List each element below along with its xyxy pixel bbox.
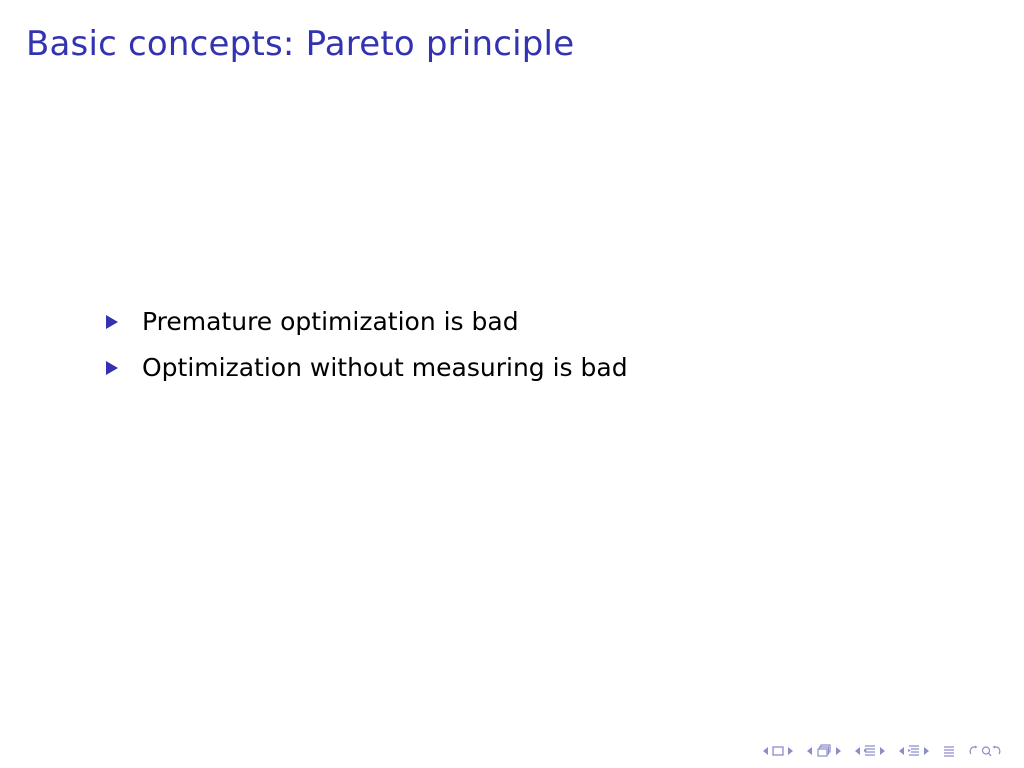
- arrow-right-icon[interactable]: [879, 746, 886, 756]
- triangle-bullet-icon: [106, 361, 118, 375]
- frame-title: Basic concepts: Pareto principle: [26, 24, 575, 64]
- arrow-left-icon[interactable]: [806, 746, 813, 756]
- subsection-list-navigation: [898, 744, 930, 758]
- subsection-navigation: [806, 744, 842, 758]
- frame-icon[interactable]: [771, 745, 785, 757]
- triangle-bullet-icon: [106, 315, 118, 329]
- bullet-list: [106, 298, 628, 390]
- bullet-text: Premature optimization is bad: [142, 306, 519, 336]
- section-icon[interactable]: [907, 744, 921, 758]
- arrow-right-icon[interactable]: [835, 746, 842, 756]
- align-icon[interactable]: [942, 744, 956, 758]
- bullet-item: [106, 344, 628, 390]
- arrow-left-icon[interactable]: [762, 746, 769, 756]
- search-icon[interactable]: [968, 744, 1002, 758]
- section-navigation: [854, 744, 886, 758]
- subsection-icon[interactable]: [815, 744, 833, 758]
- arrow-left-icon[interactable]: [854, 746, 861, 756]
- arrow-right-icon[interactable]: [923, 746, 930, 756]
- bullet-text: Optimization without measuring is bad: [142, 352, 628, 382]
- bullet-item: [106, 298, 628, 344]
- search-navigation: [968, 744, 1002, 758]
- section-icon[interactable]: [863, 744, 877, 758]
- document-navigation: [942, 744, 956, 758]
- arrow-right-icon[interactable]: [787, 746, 794, 756]
- frame-navigation: [762, 745, 794, 757]
- beamer-navigation-bar: [762, 744, 1010, 758]
- arrow-left-icon[interactable]: [898, 746, 905, 756]
